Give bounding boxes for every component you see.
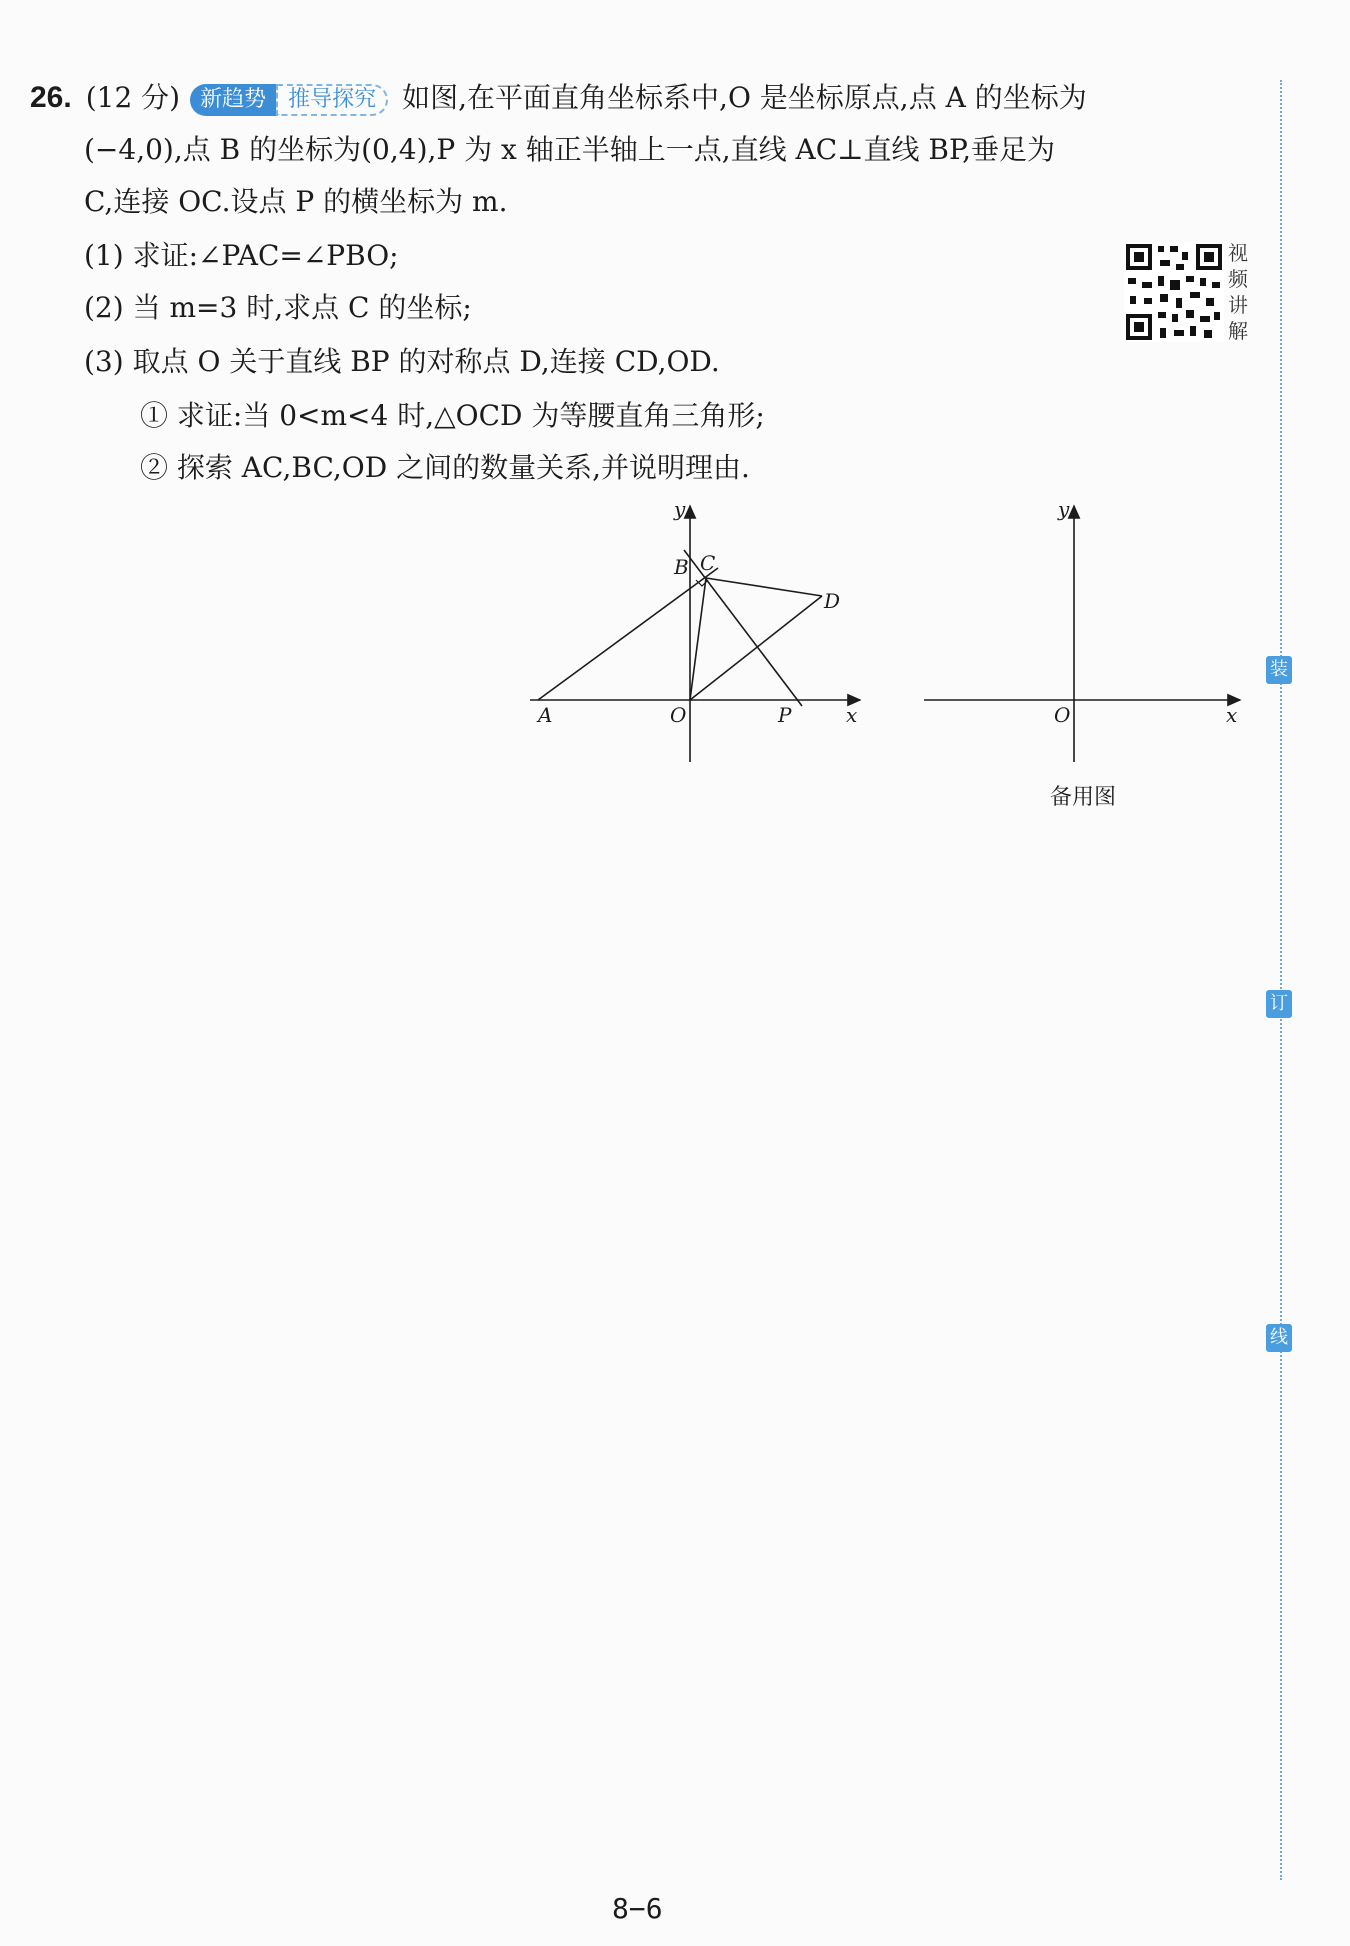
question-line-1 <box>30 76 1087 120</box>
margin-mark-ding: 订 <box>1266 990 1292 1018</box>
label-p: P <box>778 703 792 727</box>
spare-label-x: x <box>1226 703 1238 727</box>
part-1: (1) 求证:∠PAC=∠PBO; <box>84 239 399 272</box>
qr-code-icon[interactable] <box>1124 242 1224 342</box>
question-number: 26. <box>30 81 72 114</box>
label-c: C <box>700 551 716 575</box>
label-x: x <box>846 703 858 727</box>
tag-question-type: 推导探究 <box>276 84 388 116</box>
spare-label-y: y <box>1058 500 1070 521</box>
label-o: O <box>670 703 687 727</box>
margin-mark-zhuang: 装 <box>1266 656 1292 684</box>
segment-o-c <box>690 578 706 700</box>
part-2: (2) 当 m=3 时,求点 C 的坐标; <box>84 291 472 324</box>
qr-label: 视频讲解 <box>1228 241 1248 343</box>
spare-figure-caption: 备用图 <box>1050 785 1117 810</box>
margin-mark-xian: 线 <box>1266 1324 1292 1352</box>
figure-spare <box>920 500 1250 774</box>
label-a: A <box>538 703 553 727</box>
label-y: y <box>674 500 686 521</box>
label-d: D <box>824 589 841 613</box>
question-text-3: C,连接 OC.设点 P 的横坐标为 m. <box>84 185 508 218</box>
figure-main <box>530 500 870 774</box>
label-b: B <box>674 555 689 579</box>
question-text-2: (−4,0),点 B 的坐标为(0,4),P 为 x 轴正半轴上一点,直线 AC⊥直线 BP,垂足为 <box>84 133 1056 166</box>
question-score: (12 分) <box>85 81 181 114</box>
segment-o-d <box>690 596 822 700</box>
page-number: 8−6 <box>612 1892 663 1925</box>
tag-new-trend: 新趋势 <box>190 84 276 116</box>
part-3-1: ① 求证:当 0<m<4 时,△OCD 为等腰直角三角形; <box>140 399 765 432</box>
binding-line <box>1280 80 1282 1880</box>
question-text-1: 如图,在平面直角坐标系中,O 是坐标原点,点 A 的坐标为 <box>402 81 1087 114</box>
spare-label-o: O <box>1054 703 1071 727</box>
line-a-c <box>538 568 718 700</box>
part-3-2: ② 探索 AC,BC,OD 之间的数量关系,并说明理由. <box>140 451 750 484</box>
segment-c-d <box>706 578 822 596</box>
part-3: (3) 取点 O 关于直线 BP 的对称点 D,连接 CD,OD. <box>84 345 720 378</box>
